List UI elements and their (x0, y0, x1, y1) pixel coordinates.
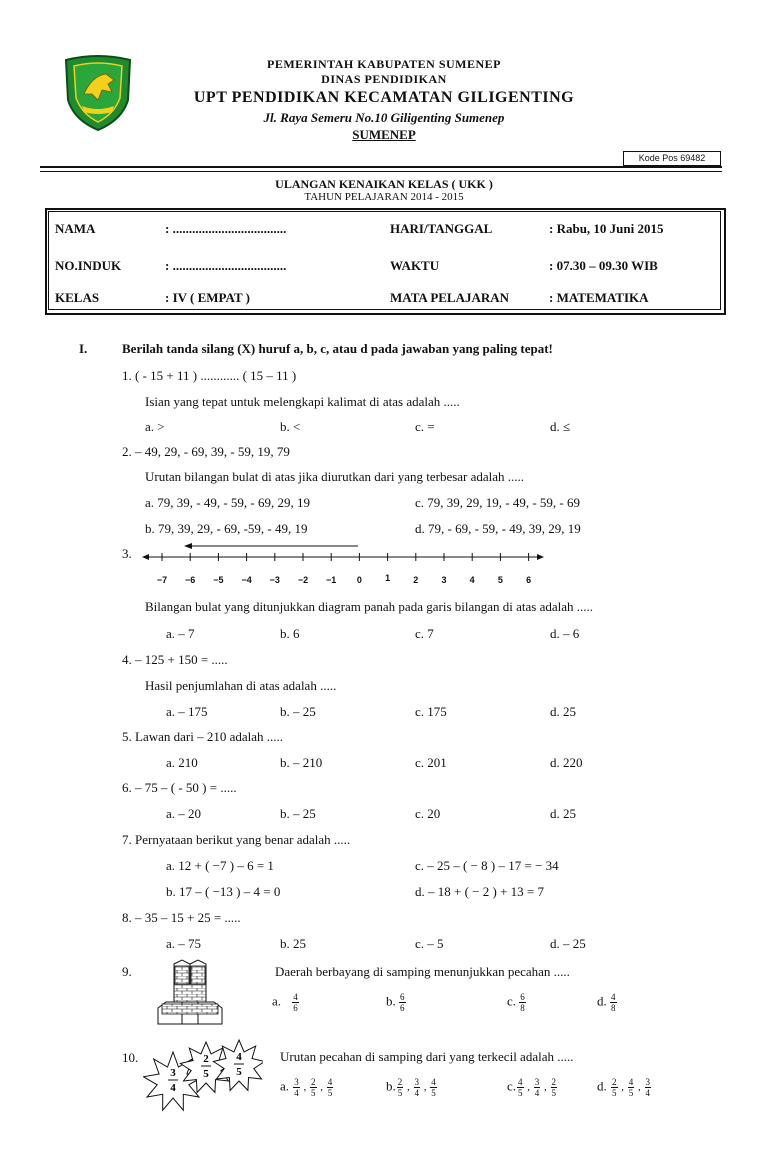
q9-option-c-label: c. (507, 993, 517, 1009)
number-line-label: 3 (441, 575, 447, 585)
q9-number: 9. (122, 964, 132, 979)
fraction-separator: , (300, 1081, 310, 1094)
header-line3: UPT PENDIDIKAN KECAMATAN GILIGENTING (193, 89, 575, 106)
fraction: $\frac{2}{5}$ (311, 1077, 316, 1098)
q4-option-d[interactable]: d. 25 (550, 704, 576, 719)
header-line1: PEMERINTAH KABUPATEN SUMENEP (266, 57, 501, 71)
mapel-label: MATA PELAJARAN (390, 290, 510, 305)
q10-option-b-label: b. (386, 1078, 396, 1094)
q7-option-c[interactable]: c. – 25 – ( − 8 ) – 17 = − 34 (415, 858, 559, 873)
q9-option-a-fraction: $\frac{4}{6}$ (293, 992, 298, 1013)
q9-option-b-fraction: $\frac{6}{6}$ (400, 992, 405, 1013)
fraction: $\frac{3}{4}$ (645, 1077, 650, 1098)
q7-option-b[interactable]: b. 17 – ( −13 ) – 4 = 0 (166, 884, 281, 899)
star-1-numerator: 3 (170, 1067, 176, 1079)
q3-number: 3. (122, 546, 132, 561)
section-instruction: Berilah tanda silang (X) huruf a, b, c, atau d pada jawaban yang paling tepat! (122, 341, 553, 356)
q7-option-a[interactable]: a. 12 + ( −7 ) – 6 = 1 (166, 858, 274, 873)
nama-label: NAMA (55, 221, 96, 236)
star-2-numerator: 2 (203, 1053, 209, 1065)
q6-option-a[interactable]: a. – 20 (166, 806, 202, 821)
number-line-label: 4 (469, 575, 475, 585)
q9-option-d-label: d. (597, 993, 607, 1009)
q10-option-a[interactable] (280, 1077, 334, 1098)
fraction-separator: , (404, 1081, 413, 1094)
section-number: I. (79, 341, 88, 356)
q8-option-a[interactable]: a. – 75 (166, 936, 202, 951)
q2-sub: Urutan bilangan bulat di atas jika diurutkan dari yang terbesar adalah ..... (145, 469, 525, 484)
q3-option-b[interactable]: b. 6 (280, 626, 300, 641)
q4-option-b[interactable]: b. – 25 (280, 704, 316, 719)
q1-option-d[interactable]: d. ≤ (550, 419, 571, 434)
number-line-label: 0 (356, 575, 362, 585)
q1-option-a[interactable]: a. > (145, 419, 165, 434)
fraction: $\frac{3}{4}$ (294, 1077, 299, 1098)
q2-text: 2. – 49, 29, - 69, 39, - 59, 19, 79 (122, 444, 290, 459)
q9-option-c-fraction: $\frac{6}{8}$ (520, 992, 525, 1013)
induk-field[interactable]: : ................................... (165, 258, 287, 273)
star-3-numerator: 4 (236, 1051, 242, 1063)
q10-option-a-label: a. (280, 1078, 290, 1094)
postal-code-box: Kode Pos 69482 (623, 151, 721, 166)
q9-option-d[interactable] (597, 992, 617, 1013)
q8-option-d[interactable]: d. – 25 (550, 936, 586, 951)
q6-option-b[interactable]: b. – 25 (280, 806, 316, 821)
fraction: $\frac{4}{5}$ (327, 1077, 333, 1098)
q9-option-b-label: b. (386, 993, 396, 1009)
q3-sub: Bilangan bulat yang ditunjukkan diagram panah pada garis bilangan di atas adalah ..... (145, 599, 594, 614)
number-line (140, 538, 550, 568)
q7-option-d[interactable]: d. – 18 + ( − 2 ) + 13 = 7 (415, 884, 544, 899)
q4-sub: Hasil penjumlahan di atas adalah ..... (145, 678, 337, 693)
q2-option-b[interactable]: b. 79, 39, 29, - 69, -59, - 49, 19 (145, 521, 308, 536)
q9-option-b[interactable] (386, 992, 406, 1013)
fraction: $\frac{4}{5}$ (628, 1077, 634, 1098)
header-divider-thin (40, 171, 722, 172)
mapel-value: : MATEMATIKA (549, 290, 649, 305)
q3-option-a[interactable]: a. – 7 (166, 626, 195, 641)
fraction-separator: , (618, 1081, 627, 1094)
fraction: $\frac{4}{5}$ (431, 1077, 436, 1098)
star-2-denominator: 5 (203, 1068, 209, 1080)
star-1-denominator: 4 (170, 1082, 176, 1094)
q1-option-b[interactable]: b. < (280, 419, 301, 434)
header-divider (40, 166, 722, 168)
q7-text: 7. Pernyataan berikut yang benar adalah ..... (122, 832, 351, 847)
fraction: $\frac{2}{5}$ (612, 1077, 617, 1098)
number-line-label: −1 (326, 575, 337, 585)
q9-option-d-fraction: $\frac{4}{8}$ (611, 992, 616, 1013)
header-address: Jl. Raya Semeru No.10 Giligenting Sumenep (263, 110, 505, 125)
q2-option-d[interactable]: d. 79, - 69, - 59, - 49, 39, 29, 19 (415, 521, 581, 536)
exam-year: TAHUN PELAJARAN 2014 - 2015 (304, 191, 464, 203)
number-line-label: 2 (413, 575, 419, 585)
fraction-separator: , (524, 1081, 533, 1094)
number-line-label: −5 (213, 575, 224, 585)
fraction-separator: , (635, 1081, 644, 1094)
q3-option-c[interactable]: c. 7 (415, 626, 434, 641)
fraction: $\frac{2}{5}$ (551, 1077, 557, 1098)
header-city: SUMENEP (352, 127, 416, 142)
q1-sub: Isian yang tepat untuk melengkapi kalimat di atas adalah ..... (145, 394, 460, 409)
q5-option-c[interactable]: c. 201 (415, 755, 447, 770)
q9-option-a-label: a. (272, 993, 282, 1009)
q8-option-b[interactable]: b. 25 (280, 936, 306, 951)
q10-option-d-label: d. (597, 1078, 607, 1094)
star-3-denominator: 5 (236, 1066, 242, 1078)
fraction: $\frac{3}{4}$ (534, 1077, 540, 1098)
hari-value: : Rabu, 10 Juni 2015 (549, 221, 664, 236)
number-line-label: −7 (156, 575, 168, 585)
q4-option-a[interactable]: a. – 175 (166, 704, 208, 719)
number-line-label: −6 (185, 575, 196, 585)
hari-label: HARI/TANGGAL (390, 221, 493, 236)
q10-text: Urutan pecahan di samping dari yang terkecil adalah ..... (280, 1049, 574, 1064)
q5-option-d[interactable]: d. 220 (550, 755, 583, 770)
number-line-label: 6 (526, 575, 532, 585)
waktu-value: : 07.30 – 09.30 WIB (549, 258, 658, 273)
q1-text: 1. ( - 15 + 11 ) ............ ( 15 – 11 ) (122, 368, 297, 383)
q5-option-b[interactable]: b. – 210 (280, 755, 323, 770)
q3-option-d[interactable]: d. – 6 (550, 626, 580, 641)
q9-option-a[interactable] (272, 992, 299, 1013)
fraction: $\frac{4}{5}$ (518, 1077, 523, 1098)
q8-option-c[interactable]: c. – 5 (415, 936, 444, 951)
q2-option-a[interactable]: a. 79, 39, - 49, - 59, - 69, 29, 19 (145, 495, 311, 510)
waktu-label: WAKTU (390, 258, 440, 273)
header-line2: DINAS PENDIDIKAN (321, 72, 447, 86)
q10-option-c[interactable] (507, 1077, 558, 1098)
q9-option-c[interactable] (507, 992, 526, 1013)
q6-option-d[interactable]: d. 25 (550, 806, 576, 821)
fraction-separator: , (421, 1081, 430, 1094)
number-line-label: −3 (269, 575, 280, 585)
kelas-label: KELAS (55, 290, 100, 305)
number-line-label: −4 (241, 575, 252, 585)
star-fractions (143, 1024, 263, 1124)
q8-text: 8. – 35 – 15 + 25 = ..... (122, 910, 241, 925)
fraction-separator: , (317, 1081, 326, 1094)
number-line-label: 5 (497, 575, 503, 585)
q1-option-c[interactable]: c. = (415, 419, 435, 434)
q5-option-a[interactable]: a. 210 (166, 755, 198, 770)
kelas-value: : IV ( EMPAT ) (165, 290, 250, 305)
fraction: $\frac{2}{5}$ (397, 1077, 403, 1098)
q2-option-c[interactable]: c. 79, 39, 29, 19, - 49, - 59, - 69 (415, 495, 581, 510)
fraction: $\frac{3}{4}$ (414, 1077, 419, 1098)
q9-text: Daerah berbayang di samping menunjukkan pecahan ..... (275, 964, 570, 979)
exam-title: ULANGAN KENAIKAN KELAS ( UKK ) (275, 177, 493, 191)
q6-option-c[interactable]: c. 20 (415, 806, 441, 821)
q10-number: 10. (122, 1050, 139, 1065)
induk-label: NO.INDUK (55, 258, 122, 273)
nama-field[interactable]: : ................................... (165, 221, 287, 236)
brick-diagram (152, 958, 242, 1026)
q5-text: 5. Lawan dari – 210 adalah ..... (122, 729, 284, 744)
number-line-label: −2 (297, 575, 309, 585)
q4-option-c[interactable]: c. 175 (415, 704, 447, 719)
q10-option-d[interactable] (597, 1077, 652, 1098)
q10-option-b[interactable] (386, 1077, 438, 1098)
q10-option-c-label: c. (507, 1078, 517, 1094)
q4-text: 4. – 125 + 150 = ..... (122, 652, 228, 667)
q6-text: 6. – 75 – ( - 50 ) = ..... (122, 780, 237, 795)
fraction-separator: , (541, 1081, 550, 1094)
number-line-label: 1 (385, 573, 391, 583)
